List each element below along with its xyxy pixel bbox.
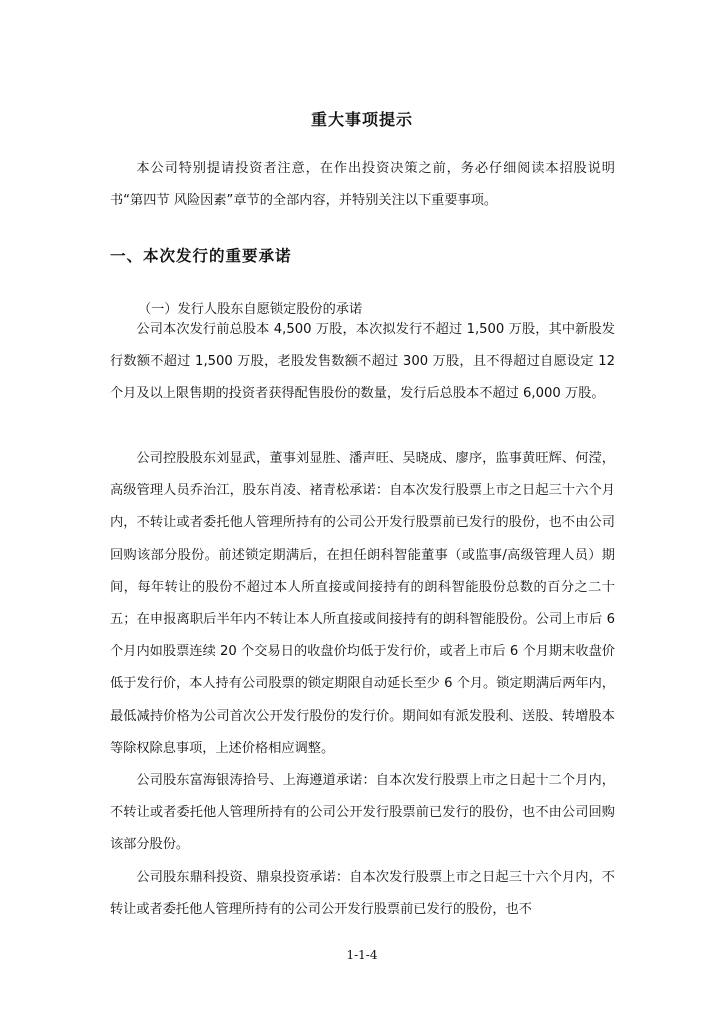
body-paragraph-4: 公司股东鼎科投资、鼎泉投资承诺：自本次发行股票上市之日起三十六个月内，不转让或者委托他人管理所持有的公司公开发行股票前已发行的股份，也不 [110, 870, 615, 918]
intro-paragraph: 本公司特别提请投资者注意，在作出投资决策之前，务必仔细阅读本招股说明书“第四节 风险因素”章节的全部内容，并特别关注以下重要事项。 [110, 161, 615, 209]
sub-heading: （一）发行人股东自愿锁定股份的承诺 [138, 302, 363, 317]
section-heading: 一、本次发行的重要承诺 [110, 247, 292, 265]
body-paragraph-2: 公司控股股东刘显武，董事刘显胜、潘声旺、吴晓成、廖序，监事黄旺辉、何滢，高级管理人员乔治江，股东肖凌、褚青松承诺：自本次发行股票上市之日起三十六个月内，不转让或者委托他人管理所持有的公司公开发行股票前已发行的股份，也不由公司回购该部分股份。前述锁定期满后，在担任朗科智能董事（或监事/高级管理人员）期间，每年转让的股份不超过本人所直接或间接持有的朗科智能股份总数的百分之二十五；在申报离职后半年内不转让本人所直接或间接持有的朗科智能股份。公司上市后 6 个月内如股票连续 20 个交易日的收盘价均低于发行价，或者上市后 6 个月期末收盘价低于发行价，本人持有公司股票的锁定期限自动延长至少 6 个月。锁定期满后两年内，最低减持价格为公司首次公开发行股份的发行价。期间如有派发股利、送股、转增股本等除权除息事项，上述价格相应调整。 [110, 451, 615, 756]
page-title: 重大事项提示 [310, 110, 413, 129]
body-paragraph-1: 公司本次发行前总股本 4,500 万股，本次拟发行不超过 1,500 万股，其中新股发行数额不超过 1,500 万股，老股发售数额不超过 300 万股，且不得超过自愿设定 12 个月及以上限售期的投资者获得配售股份的数量，发行后总股本不超过 6,000 万股。 [110, 322, 615, 402]
body-paragraph-3: 公司股东富海银涛拾号、上海遵道承诺：自本次发行股票上市之日起十二个月内，不转让或者委托他人管理所持有的公司公开发行股票前已发行的股份，也不由公司回购该部分股份。 [110, 773, 615, 853]
page-number: 1-1-4 [346, 948, 378, 962]
